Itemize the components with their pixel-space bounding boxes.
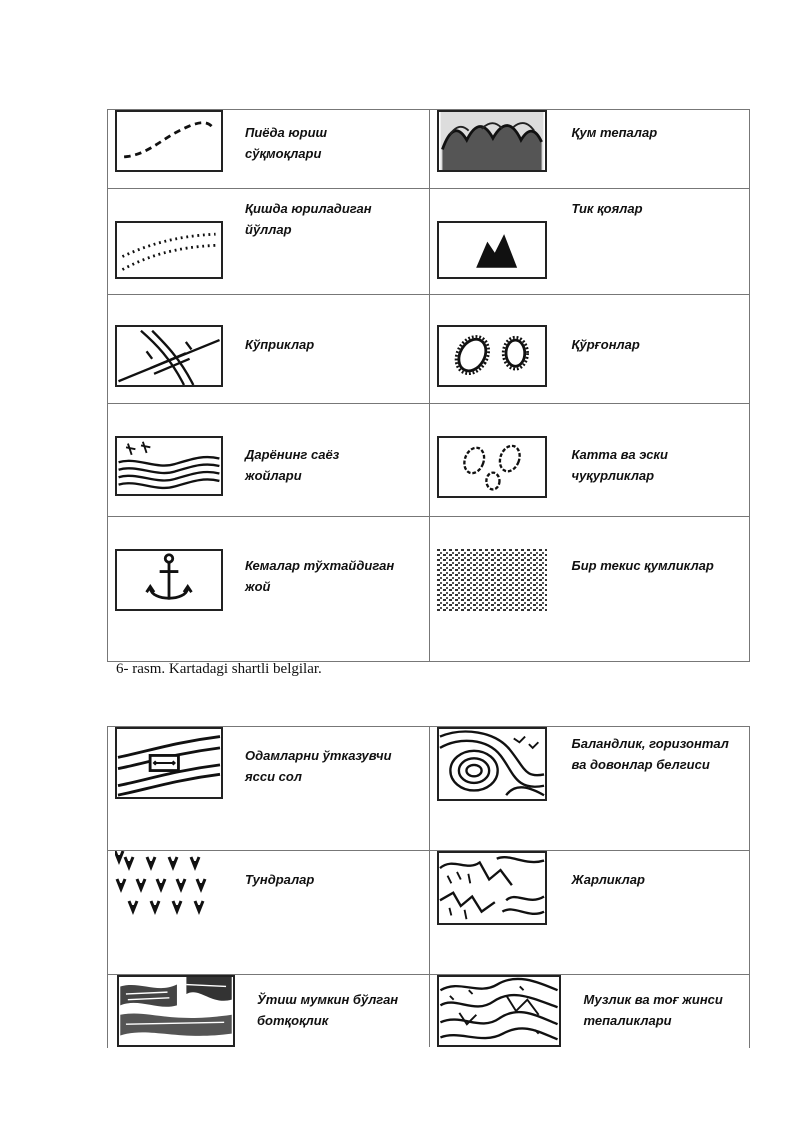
table-cell (430, 295, 750, 403)
glacier-moraine-icon (437, 975, 561, 1047)
table-cell (108, 189, 430, 294)
symbol-label: Баландлик, горизонтал ва довонлар белгиси (571, 736, 729, 772)
table-cell (108, 851, 430, 974)
symbol-label: Одамларни ўтказувчи ясси сол (245, 748, 392, 784)
ferry-raft-icon (115, 727, 223, 799)
symbol-label: Бир текис қумликлар (571, 558, 714, 573)
flat-sands-icon (437, 549, 547, 611)
table-row (108, 110, 749, 189)
symbol-label: Ўтиш мумкин бўлган ботқоқлик (257, 992, 399, 1028)
symbol-label: Қўрғонлар (571, 337, 640, 352)
table-row (108, 404, 749, 517)
table-cell (108, 295, 430, 403)
table-cell (108, 404, 430, 516)
old-pits-icon (437, 436, 547, 498)
symbol-label: Катта ва эски чуқурликлар (571, 447, 668, 483)
sand-hills-icon (437, 110, 547, 172)
symbols-table-2 (107, 726, 750, 1048)
symbol-label: Қишда юриладиган йўллар (245, 201, 372, 237)
table-cell (430, 975, 750, 1047)
tundra-icon (115, 851, 223, 923)
symbol-label: Музлик ва тоғ жинси тепаликлари (583, 992, 723, 1028)
symbol-label: Тик қоялар (571, 201, 643, 216)
anchor-icon (115, 549, 223, 611)
table-row (108, 727, 749, 851)
symbol-label: Дарёнинг саёз жойлари (245, 447, 340, 483)
table-row (108, 851, 749, 975)
table-cell (430, 851, 750, 974)
table-cell (430, 110, 750, 188)
table-cell (430, 404, 750, 516)
table-cell (108, 727, 430, 850)
symbols-table-1 (107, 109, 750, 662)
table-cell (108, 975, 430, 1047)
passable-swamp-icon (117, 975, 235, 1047)
table-row (108, 189, 749, 295)
steep-rocks-icon (437, 221, 547, 279)
winter-road-icon (115, 221, 223, 279)
table-row (108, 975, 749, 1047)
figure-caption: 6- rasm. Kartadagi shartli belgilar. (116, 661, 322, 677)
table-cell (430, 517, 750, 661)
table-cell (108, 517, 430, 661)
ravines-icon (437, 851, 547, 925)
table-row (108, 517, 749, 661)
dashed-path-icon (115, 110, 223, 172)
symbol-label: Жарликлар (571, 872, 645, 887)
symbol-label: Кўприклар (245, 337, 315, 352)
table-cell (430, 189, 750, 294)
mounds-icon (437, 325, 547, 387)
symbol-label: Қум тепалар (571, 125, 658, 140)
symbol-label: Пиёда юриш сўқмоқлари (245, 125, 328, 161)
symbol-label: Кемалар тўхтайдиган жой (245, 558, 395, 594)
table-row (108, 295, 749, 404)
contour-lines-icon (437, 727, 547, 801)
bridge-icon (115, 325, 223, 387)
table-cell (430, 727, 750, 850)
symbol-label: Тундралар (245, 872, 315, 887)
river-shallows-icon (115, 436, 223, 496)
table-cell (108, 110, 430, 188)
